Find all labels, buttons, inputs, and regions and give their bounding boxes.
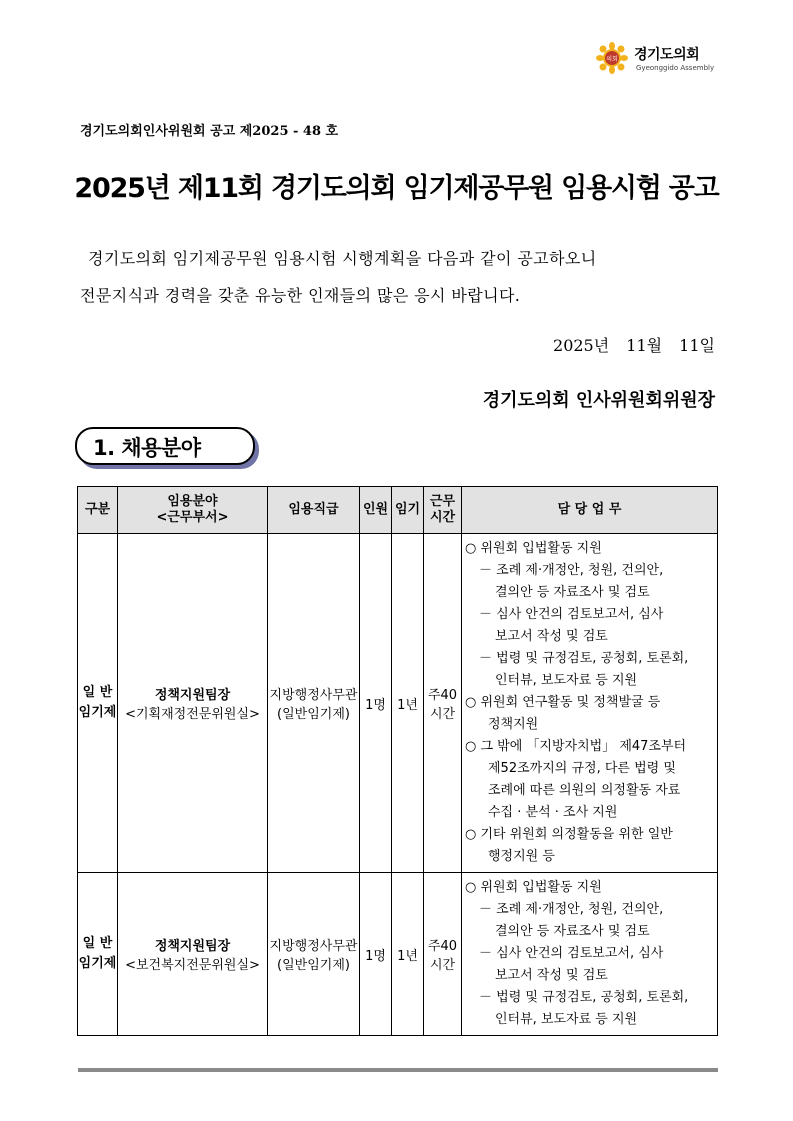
- hours-line2: 시간: [429, 707, 456, 722]
- header-duties: 담 당 업 무: [462, 487, 718, 534]
- cell-people: 1명: [360, 534, 392, 873]
- duty-line: 조례에 따른 의원의 의정활동 자료: [488, 783, 681, 798]
- grade-line2: (일반임기제): [277, 707, 350, 722]
- duty-line: 정책지원: [488, 717, 539, 732]
- cell-duties: [462, 534, 718, 873]
- page-title: 2025년 제11회 경기도의회 임기제공무원 임용시험 공고: [74, 173, 719, 204]
- header-field-line1: 임용분야: [167, 494, 218, 509]
- section-title: 1. 채용분야: [93, 436, 201, 460]
- intro-line-2: 전문지식과 경력을 갖춘 유능한 인재들의 많은 응시 바랍니다.: [80, 286, 521, 305]
- table-header-row: [78, 487, 718, 534]
- cell-people: 1명: [360, 873, 392, 1036]
- duty-line: 결의안 등 자료조사 및 검토: [495, 585, 650, 600]
- header-hours: [424, 487, 462, 534]
- duty-line: 인터뷰, 보도자료 등 지원: [495, 1012, 638, 1027]
- duty-line: 행정지원 등: [488, 849, 555, 864]
- hours-line2: 시간: [429, 958, 456, 973]
- cell-grade: [268, 534, 360, 873]
- duty-line: ○ 그 밖에 「지방자치법」 제47조부터: [465, 739, 687, 754]
- cell-field: [118, 873, 268, 1036]
- field-name: 정책지원팀장: [154, 688, 231, 703]
- cell-duties: [462, 873, 718, 1036]
- header-hours-line2: 시간: [429, 510, 456, 525]
- intro-paragraph: [80, 240, 720, 314]
- hours-line1: 주40: [427, 939, 458, 954]
- field-dept: <보건복지전문위원실>: [125, 958, 260, 973]
- header-term: 임기: [392, 487, 424, 534]
- duty-line: ○ 기타 위원회 의정활동을 위한 일반: [465, 827, 673, 842]
- hours-line1: 주40: [427, 688, 458, 703]
- header-field-line2: <근무부서>: [156, 510, 229, 525]
- cell-term: 1년: [392, 873, 424, 1036]
- duty-line: ○ 위원회 입법활동 지원: [465, 880, 602, 895]
- notice-number: 경기도의회인사위원회 공고 제2025 - 48 호: [80, 124, 339, 139]
- intro-line-1: 경기도의회 임기제공무원 임용시험 시행계획을 다음과 같이 공고하오니: [88, 249, 597, 268]
- assembly-seal-icon: [596, 42, 628, 74]
- gubun-line2: 임기제: [78, 956, 117, 971]
- cell-grade: [268, 873, 360, 1036]
- duty-line: － 심사 안건의 검토보고서, 심사: [479, 946, 664, 961]
- duty-line: 수집 · 분석 · 조사 지원: [488, 805, 618, 820]
- logo-subtext: Gyeonggido Assembly: [636, 64, 715, 72]
- seal-text: 의회: [606, 56, 618, 63]
- duty-line: 인터뷰, 보도자료 등 지원: [495, 673, 638, 688]
- gubun-line1: 일 반: [82, 685, 113, 700]
- duty-line: 보고서 작성 및 검토: [495, 629, 608, 644]
- duty-line: － 법령 및 규정검토, 공청회, 토론회,: [479, 990, 689, 1005]
- header-hours-line1: 근무: [429, 494, 456, 509]
- cell-hours: [424, 534, 462, 873]
- duty-line: － 조례 제·개정안, 청원, 건의안,: [479, 902, 664, 917]
- gubun-line1: 일 반: [82, 936, 113, 951]
- header-grade: 임용직급: [268, 487, 360, 534]
- recruitment-table: [77, 486, 718, 1036]
- duty-line: － 법령 및 규정검토, 공청회, 토론회,: [479, 651, 689, 666]
- field-name: 정책지원팀장: [154, 939, 231, 954]
- grade-line1: 지방행정사무관: [269, 688, 358, 703]
- header-gubun: 구분: [78, 487, 118, 534]
- assembly-logo: [596, 40, 726, 80]
- table-row: [78, 873, 718, 1036]
- logo-text: 경기도의회: [634, 47, 700, 63]
- header-people: 인원: [360, 487, 392, 534]
- duty-line: 보고서 작성 및 검토: [495, 968, 608, 983]
- grade-line1: 지방행정사무관: [269, 939, 358, 954]
- gubun-line2: 임기제: [78, 705, 117, 720]
- notice-date: 2025년 11월 11일: [553, 336, 715, 355]
- grade-line2: (일반임기제): [277, 958, 350, 973]
- duty-line: － 심사 안건의 검토보고서, 심사: [479, 607, 664, 622]
- cell-field: [118, 534, 268, 873]
- footer-divider: [78, 1068, 718, 1072]
- cell-gubun: [78, 534, 118, 873]
- signer: 경기도의회 인사위원회위원장: [482, 390, 715, 411]
- cell-gubun: [78, 873, 118, 1036]
- header-field: [118, 487, 268, 534]
- cell-hours: [424, 873, 462, 1036]
- section-heading: [75, 427, 255, 465]
- cell-term: 1년: [392, 534, 424, 873]
- duty-line: ○ 위원회 연구활동 및 정책발굴 등: [465, 695, 661, 710]
- table-row: [78, 534, 718, 873]
- duty-line: ○ 위원회 입법활동 지원: [465, 541, 602, 556]
- duty-line: － 조례 제·개정안, 청원, 건의안,: [479, 563, 664, 578]
- duty-line: 결의안 등 자료조사 및 검토: [495, 924, 650, 939]
- field-dept: <기획재정전문위원실>: [125, 707, 260, 722]
- duty-line: 제52조까지의 규정, 다른 법령 및: [488, 761, 676, 776]
